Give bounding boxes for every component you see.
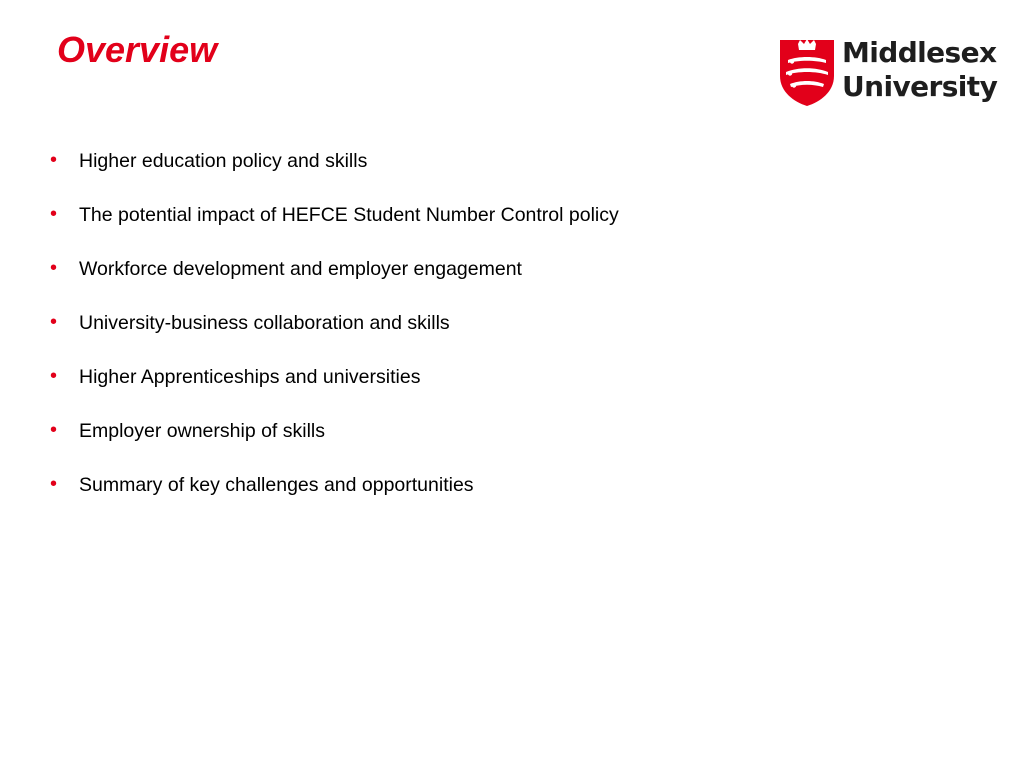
bullet-text: University-business collaboration and skills [79, 312, 450, 334]
bullet-text: Employer ownership of skills [79, 420, 326, 442]
bullet-dot: • [50, 419, 58, 441]
list-item [50, 362, 619, 416]
bullet-text: The potential impact of HEFCE Student Number Control policy [79, 204, 619, 226]
university-logo [778, 36, 998, 108]
list-item [50, 308, 619, 362]
logo-wordmark [842, 36, 997, 104]
bullet-text: Higher Apprenticeships and universities [79, 366, 421, 388]
bullet-text: Workforce development and employer engagement [79, 258, 522, 280]
bullet-dot: • [50, 203, 58, 225]
logo-line-1: Middlesex [842, 36, 997, 69]
list-item [50, 146, 619, 200]
list-item [50, 470, 619, 524]
slide-title: Overview [57, 29, 218, 70]
bullet-dot: • [50, 149, 58, 171]
list-item [50, 416, 619, 470]
bullet-list [50, 146, 619, 524]
bullet-dot: • [50, 473, 58, 495]
list-item [50, 200, 619, 254]
bullet-dot: • [50, 311, 58, 333]
bullet-text: Summary of key challenges and opportunities [79, 474, 474, 496]
bullet-dot: • [50, 257, 58, 279]
middlesex-shield-icon [778, 36, 836, 108]
logo-line-2: University [842, 70, 998, 103]
bullet-text: Higher education policy and skills [79, 150, 368, 172]
bullet-dot: • [50, 365, 58, 387]
list-item [50, 254, 619, 308]
